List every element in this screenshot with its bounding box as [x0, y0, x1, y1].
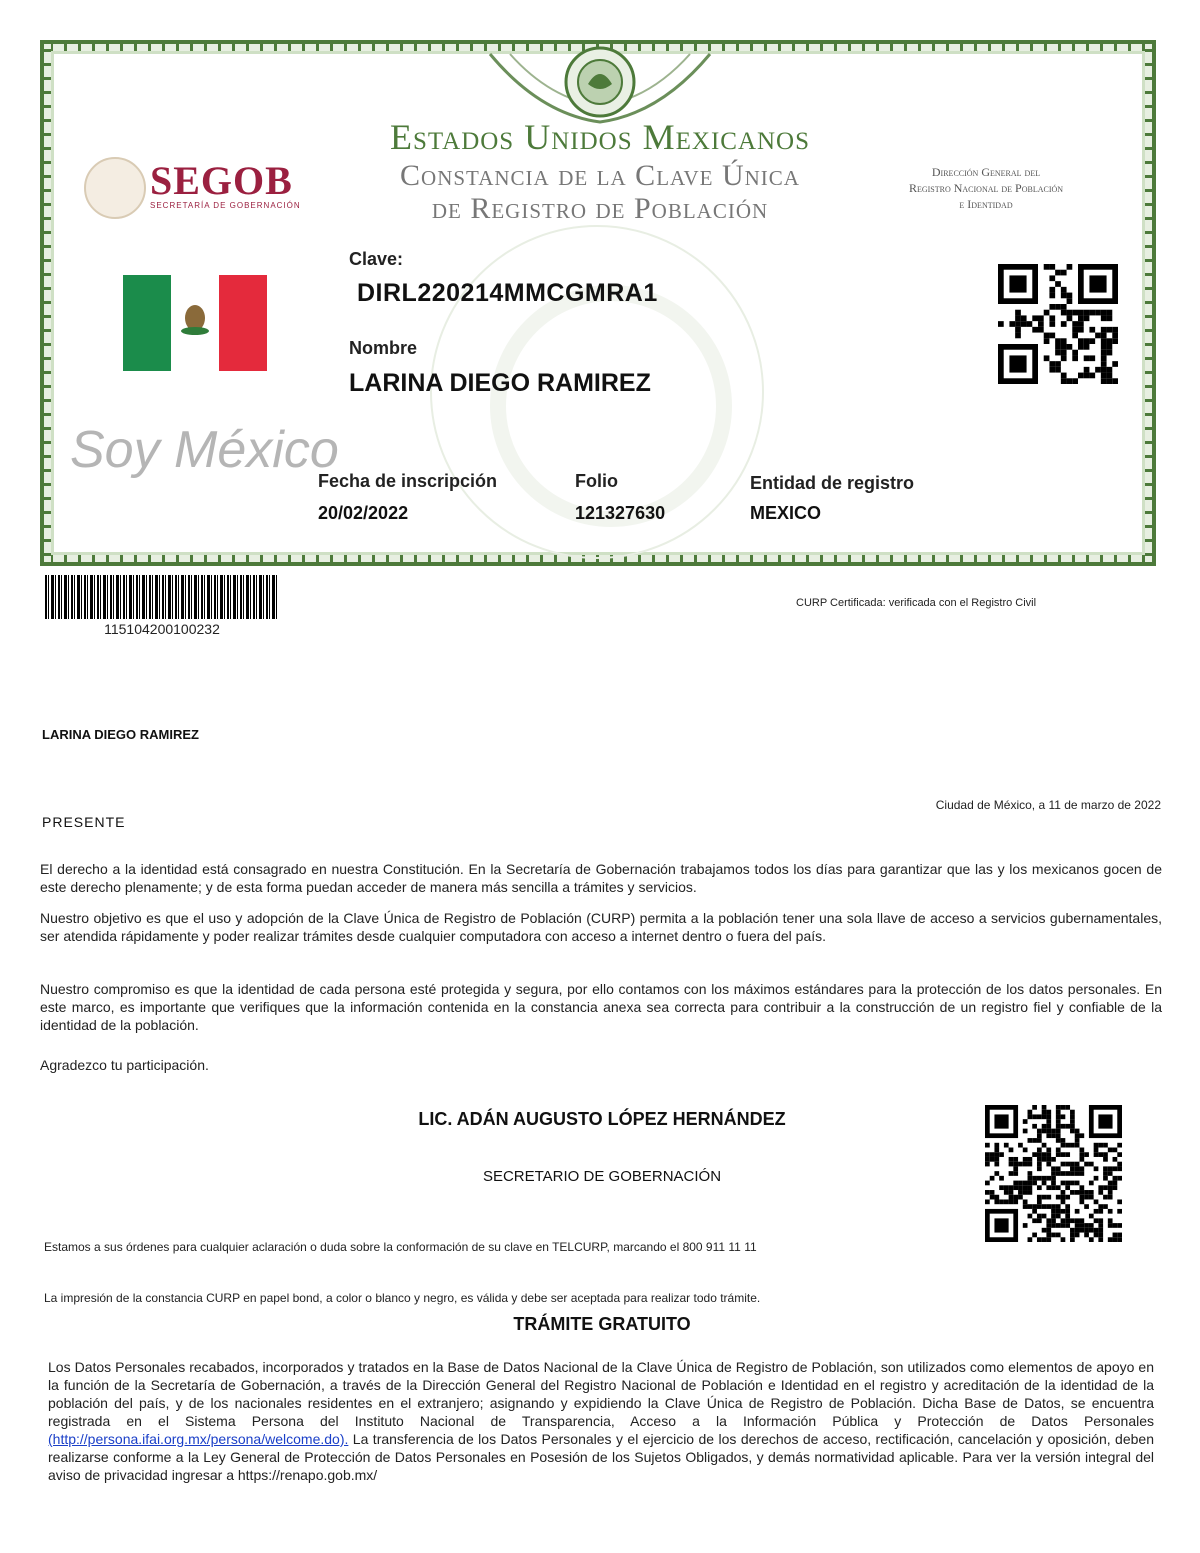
segob-logo: SEGOB	[150, 158, 293, 203]
folio-value: 121327630	[575, 503, 666, 523]
issuer-title	[866, 164, 1106, 212]
issuer-line1: Dirección General del	[931, 165, 1041, 179]
telcurp-note: Estamos a sus órdenes para cualquier aclaración o duda sobre la conformación de su clave en TELCURP, marcando el 800 911 11 11	[44, 1240, 757, 1254]
segob-seal-icon	[84, 157, 146, 219]
slogan: Soy México	[70, 421, 339, 479]
border-pattern-right	[1145, 44, 1152, 562]
impresion-note: La impresión de la constancia CURP en papel bond, a color o blanco y negro, es válida y debe ser aceptada para realizar todo trámite.	[44, 1291, 761, 1305]
national-crest-icon	[480, 44, 720, 124]
entidad-label: Entidad de registro	[750, 473, 915, 493]
paragraph-4: Agradezco tu participación.	[40, 1057, 209, 1073]
paragraph-2: Nuestro objetivo es que el uso y adopción de la Clave Única de Registro de Población (CURP) permita a la población tener una sola llave de acceso a servicios gubernamentales, ser atendida rápidamente y poder realizar trámites desde cualquier computadora con acceso a internet dentro o fuera del país.	[40, 910, 1162, 944]
clave-value: DIRL220214MMCGMRA1	[357, 279, 658, 307]
nombre-label: Nombre	[349, 338, 418, 358]
qr-code-icon	[998, 264, 1118, 384]
document-title-line1: Constancia de la Clave Única	[400, 159, 800, 192]
folio-label: Folio	[575, 471, 618, 491]
mexico-flag-icon	[123, 275, 267, 371]
barcode	[45, 575, 279, 619]
issuer-line3: e Identidad	[959, 197, 1013, 211]
curp-certified-note: CURP Certificada: verificada con el Registro Civil	[796, 597, 1037, 609]
country-title: Estados Unidos Mexicanos	[389, 117, 811, 157]
border-pattern-left	[44, 44, 51, 562]
document-title-line2: de Registro de Población	[431, 192, 769, 225]
letter-recipient: LARINA DIEGO RAMIREZ	[42, 727, 199, 742]
presente: PRESENTE	[42, 814, 126, 830]
paragraph-1: El derecho a la identidad está consagrado en nuestra Constitución. En la Secretaría de Gobernación trabajamos todos los días para garantizar que las y los mexicanos gocen de este derecho plenamente; y de esta forma puedan acceder de manera más sencilla a trámites y servicios.	[40, 861, 1162, 895]
barcode-number: 115104200100232	[104, 621, 220, 637]
tramite-gratuito: TRÁMITE GRATUITO	[513, 1314, 691, 1334]
fecha-value: 20/02/2022	[318, 503, 409, 523]
place-date: Ciudad de México, a 11 de marzo de 2022	[935, 798, 1161, 812]
clave-label: Clave:	[349, 249, 404, 269]
qr-code-signature-icon	[985, 1105, 1122, 1242]
privacy-text-a: Los Datos Personales recabados, incorporados y tratados en la Base de Datos Nacional de la Clave Única de Registro de Población, son utilizados como elementos de apoyo en la función de la Secretaría de Gobernación, a través de la Dirección General del Registro Nacional de Población e Identidad en el registro y acreditación de la identidad de la población del país, y de los nacionales residentes en el extranjero; asignando y expidiendo la Clave Única de Registro de Población. Dicha Base de Datos, se encuentra registrada en el Sistema Persona del Instituto Nacional de Transparencia, Acceso a la Información Pública y Protección de Datos Personales	[48, 1359, 1154, 1429]
signer-title: SECRETARIO DE GOBERNACIÓN	[482, 1168, 722, 1185]
privacy-notice	[48, 1358, 1154, 1484]
nombre-value: LARINA DIEGO RAMIREZ	[349, 369, 651, 397]
privacy-text-b: La transferencia de los Datos Personales y el ejercicio de los derechos de acceso, rectificación, cancelación y oposición, deben realizarse conforme a la Ley General de Protección de Datos Personales en Posesión de los Sujetos Obligados, y demás normatividad aplicable. Para ver la versión integral del aviso de privacidad ingresar a https://renapo.gob.mx/	[48, 1431, 1154, 1483]
segob-subtitle: SECRETARÍA DE GOBERNACIÓN	[150, 201, 301, 210]
privacy-link[interactable]: (http://persona.ifai.org.mx/persona/welcome.do).	[48, 1431, 349, 1447]
issuer-line2: Registro Nacional de Población	[908, 181, 1064, 195]
fecha-label: Fecha de inscripción	[318, 471, 498, 491]
signer-name: LIC. ADÁN AUGUSTO LÓPEZ HERNÁNDEZ	[418, 1109, 786, 1129]
paragraph-3: Nuestro compromiso es que la identidad de cada persona esté protegida y segura, por ello contamos con los máximos estándares para la protección de los datos personales. En este marco, es importante que verifiques que la información contenida en la constancia anexa sea correcta para contribuir a la construcción de un registro fiel y confiable de la identidad de la población.	[40, 981, 1162, 1033]
entidad-value: MEXICO	[750, 503, 822, 523]
